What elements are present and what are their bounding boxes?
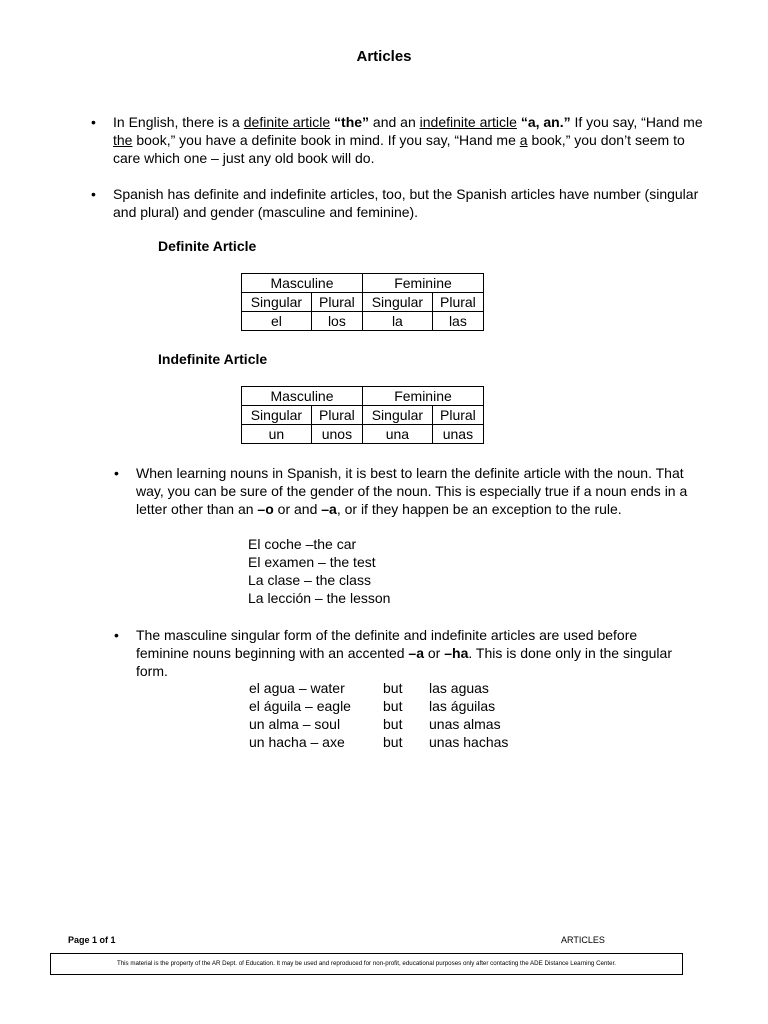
term-definite-article: definite article bbox=[243, 114, 331, 130]
term-indefinite-article: indefinite article bbox=[419, 114, 517, 130]
list-item: El coche –the car bbox=[248, 536, 357, 552]
definite-article-heading: Definite Article bbox=[158, 238, 257, 254]
text: When learning nouns in Spanish, it is best to learn the definite article with the noun. That way, you can be sure of the gender of the noun. This is especially true if a noun ends in a letter other than an bbox=[136, 465, 688, 517]
table-cell: la bbox=[362, 312, 432, 331]
singular-form: el águila – eagle bbox=[249, 698, 351, 714]
disclaimer-box: This material is the property of the AR Dept. of Education. It may be used and reproduced for non-profit, educational purposes only after contacting the ADE Distance Learning Center. bbox=[50, 953, 683, 975]
but-word: but bbox=[383, 716, 403, 732]
text: book,” you have a definite book in mind. If you say, “Hand me bbox=[132, 132, 520, 148]
table-cell: unos bbox=[311, 425, 362, 444]
term-the: “the” bbox=[334, 114, 370, 130]
but-word: but bbox=[383, 734, 403, 750]
list-item: La lección – the lesson bbox=[248, 590, 391, 606]
header-feminine: Feminine bbox=[362, 274, 483, 293]
accented-noun-examples bbox=[249, 679, 508, 751]
word-a: a bbox=[519, 132, 528, 148]
subheader-plural: Plural bbox=[311, 406, 362, 425]
text: book,” you don’t seem to care which one – just any old book will do. bbox=[113, 132, 685, 166]
singular-form: el agua – water bbox=[249, 680, 345, 696]
subheader-plural: Plural bbox=[432, 406, 483, 425]
subheader-singular: Singular bbox=[242, 406, 312, 425]
but-word: but bbox=[383, 680, 403, 696]
text: . This is done only in the singular form. bbox=[136, 645, 672, 679]
singular-form: un hacha – axe bbox=[249, 734, 345, 750]
table-cell: los bbox=[311, 312, 362, 331]
table-cell: unas bbox=[432, 425, 483, 444]
header-masculine: Masculine bbox=[242, 387, 363, 406]
ending-ha: –ha bbox=[444, 645, 469, 661]
bullet-icon: • bbox=[91, 186, 96, 202]
bullet-masculine-before-feminine bbox=[114, 626, 691, 680]
term-a-an: “a, an.” bbox=[520, 114, 571, 130]
subheader-singular: Singular bbox=[242, 293, 312, 312]
text: or and bbox=[273, 501, 322, 517]
page-title: Articles bbox=[356, 48, 412, 65]
indefinite-article-table bbox=[241, 386, 484, 444]
table-cell: las bbox=[432, 312, 483, 331]
text: In English, there is a bbox=[113, 114, 244, 130]
bullet-icon: • bbox=[91, 114, 96, 130]
list-item bbox=[249, 733, 508, 751]
noun-examples-list bbox=[248, 535, 390, 607]
table-cell: una bbox=[362, 425, 432, 444]
table-cell: el bbox=[242, 312, 312, 331]
indefinite-article-heading: Indefinite Article bbox=[158, 351, 268, 367]
plural-form: unas hachas bbox=[429, 734, 509, 750]
text: Spanish has definite and indefinite articles, too, but the Spanish articles have number (singular and plural) and gender (masculine and feminine). bbox=[113, 186, 699, 220]
header-masculine: Masculine bbox=[242, 274, 363, 293]
list-item: El examen – the test bbox=[248, 554, 376, 570]
subheader-plural: Plural bbox=[432, 293, 483, 312]
bullet-spanish-articles bbox=[91, 185, 703, 221]
definite-article-table bbox=[241, 273, 484, 331]
text: If you say, “Hand me bbox=[570, 114, 703, 130]
plural-form: unas almas bbox=[429, 716, 501, 732]
bullet-icon: • bbox=[114, 465, 119, 481]
ending-o: –o bbox=[257, 501, 274, 517]
text: The masculine singular form of the definite and indefinite articles are used before feminine nouns beginning with an accented bbox=[136, 627, 638, 661]
section-name: ARTICLES bbox=[561, 935, 605, 945]
singular-form: un alma – soul bbox=[249, 716, 341, 732]
bullet-english-articles bbox=[91, 113, 703, 167]
subheader-singular: Singular bbox=[362, 293, 432, 312]
subheader-plural: Plural bbox=[311, 293, 362, 312]
bullet-icon: • bbox=[114, 627, 119, 643]
list-item: La clase – the class bbox=[248, 572, 371, 588]
text: or bbox=[424, 645, 445, 661]
subheader-singular: Singular bbox=[362, 406, 432, 425]
list-item bbox=[249, 697, 508, 715]
text: and an bbox=[369, 114, 420, 130]
page-number: Page 1 of 1 bbox=[68, 935, 116, 945]
but-word: but bbox=[383, 698, 403, 714]
plural-form: las águilas bbox=[429, 698, 496, 714]
text: , or if they happen be an exception to the rule. bbox=[336, 501, 622, 517]
list-item bbox=[249, 679, 508, 697]
header-feminine: Feminine bbox=[362, 387, 483, 406]
table-cell: un bbox=[242, 425, 312, 444]
plural-form: las aguas bbox=[429, 680, 489, 696]
list-item bbox=[249, 715, 508, 733]
bullet-learning-nouns bbox=[114, 464, 696, 518]
word-the: the bbox=[113, 132, 133, 148]
ending-a: –a bbox=[321, 501, 337, 517]
ending-a: –a bbox=[408, 645, 424, 661]
